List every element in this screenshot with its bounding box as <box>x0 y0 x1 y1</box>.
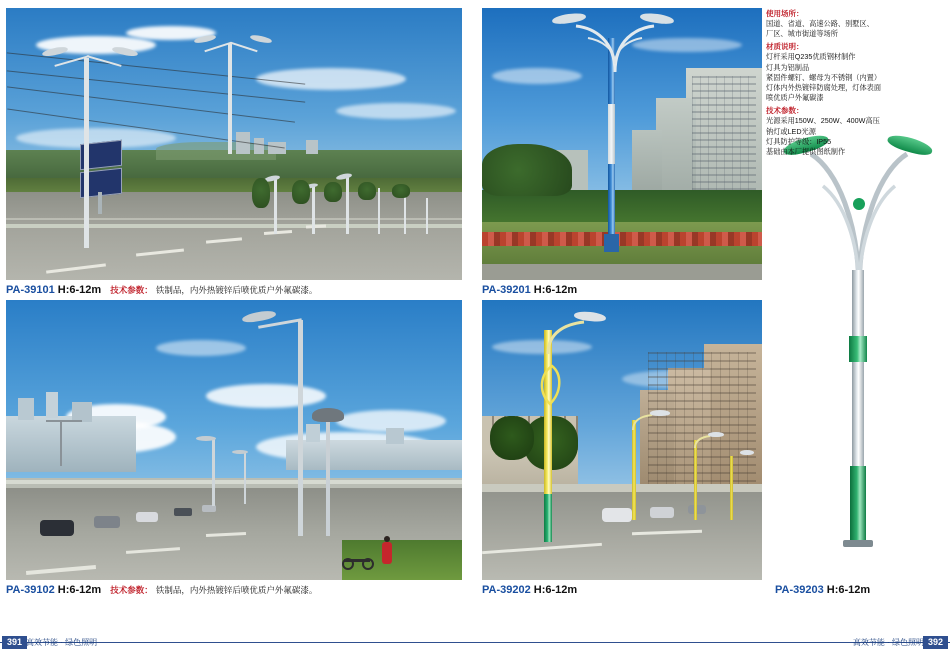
tech-text: 铁制品，内外热镀锌后喷优质户外氟碳漆。 <box>155 585 318 595</box>
lamp-pole <box>274 178 277 234</box>
product-size: H:6-12m <box>533 284 578 296</box>
pole-base-green <box>850 466 866 542</box>
photo-pa-39202 <box>482 300 762 580</box>
spec-material-line: 喷优质户外氟碳漆 <box>766 93 824 103</box>
cloud <box>156 340 246 356</box>
spec-tech-line: 钠灯或LED光源 <box>766 126 816 136</box>
page-footer <box>0 629 950 651</box>
crane <box>60 420 62 466</box>
pole-collar <box>849 336 867 362</box>
tech-label: 技术参数： <box>110 285 153 295</box>
lamp-head <box>232 450 248 454</box>
spec-tech-heading: 技术参数： <box>766 106 804 116</box>
product-size: H:6-12m <box>57 584 102 596</box>
product-code: PA-39202 <box>482 584 531 596</box>
car <box>602 508 632 522</box>
photo-pa-39201 <box>482 8 762 280</box>
page-number-right: 392 <box>923 636 948 649</box>
lamp-pole <box>346 176 349 234</box>
spec-material-line: 紧固件螺钉、螺母为不锈钢（内置） <box>766 72 882 82</box>
pavement <box>482 264 762 280</box>
flower-bed <box>482 232 762 246</box>
caption-pa-39202 <box>482 584 577 596</box>
lamp-pole <box>404 194 406 234</box>
building <box>306 424 320 442</box>
lamp-pole <box>632 420 636 520</box>
lamp-head <box>708 432 724 437</box>
lamp-pole <box>852 270 864 466</box>
product-code: PA-39201 <box>482 284 531 296</box>
spec-use-line: 厂区、城市街道等场所 <box>766 29 838 39</box>
product-size: H:6-12m <box>533 584 578 596</box>
building-windows <box>692 76 756 208</box>
city-skyline <box>6 416 136 472</box>
spec-use-line: 国道、省道、高速公路、别墅区、 <box>766 19 874 28</box>
lamp-pole <box>298 320 303 536</box>
product-size: H:6-12m <box>57 284 102 296</box>
tree-cluster <box>482 144 572 196</box>
car <box>650 507 674 518</box>
lamp-head <box>740 450 754 455</box>
building <box>386 428 404 444</box>
lane-marking <box>6 218 462 220</box>
pole-base-green <box>544 494 552 542</box>
lamp-arm-curve <box>522 316 602 356</box>
pedestrian <box>382 542 392 564</box>
page-number-left: 391 <box>2 636 27 649</box>
guardrail <box>6 480 462 484</box>
palm-tree <box>490 416 534 460</box>
crane-jib <box>46 420 82 422</box>
building <box>306 140 318 154</box>
cloud <box>256 68 406 90</box>
photo-pa-39101 <box>6 8 462 280</box>
garden-lamp-head <box>312 408 344 422</box>
curb <box>482 484 762 492</box>
page-gutter <box>473 0 477 630</box>
bicycle-wheel <box>342 558 354 570</box>
lamp-pole <box>228 44 232 154</box>
building <box>46 392 58 418</box>
lamp-arm-curves <box>560 14 670 74</box>
cloud <box>206 384 326 408</box>
spec-material-line: 灯体内外热镀锌防腐处理，灯体表面 <box>766 83 882 93</box>
product-code: PA-39203 <box>775 584 824 596</box>
footer-text-left: 高效节能 · 绿色照明 <box>26 638 98 647</box>
building <box>72 402 92 422</box>
car <box>94 516 120 528</box>
photo-pa-39102 <box>6 300 462 580</box>
roadside-tree <box>392 184 410 198</box>
specification-block <box>766 8 946 157</box>
lamp-pole <box>694 440 697 520</box>
car <box>202 505 216 512</box>
roadway <box>482 484 762 580</box>
car <box>40 520 74 536</box>
car <box>174 508 192 516</box>
lamp-pole <box>84 58 89 248</box>
car <box>136 512 158 522</box>
caption-pa-39201 <box>482 284 577 296</box>
lamp-head <box>650 410 670 416</box>
roadside-tree <box>358 182 376 200</box>
caption-pa-39101 <box>6 284 317 296</box>
garden-lamp-pole <box>326 418 330 536</box>
building-windows <box>648 352 756 484</box>
leaf-ornament <box>534 362 568 406</box>
spec-use-heading: 使用场所： <box>766 9 804 18</box>
billboard-post <box>98 192 102 214</box>
caption-pa-39203 <box>775 584 870 596</box>
cloud <box>336 103 456 119</box>
base-plate <box>843 540 873 547</box>
spec-material-line: 灯具为铝制品 <box>766 62 810 72</box>
car <box>688 505 706 514</box>
city-skyline <box>286 440 462 470</box>
roadside-tree <box>324 182 342 202</box>
building <box>18 398 34 420</box>
roadside-tree <box>252 178 270 208</box>
lamp-pole <box>378 188 380 234</box>
lamp-pole <box>730 456 733 520</box>
spec-tech-line: 灯具防护等级：IP55 <box>766 136 832 146</box>
bicycle-wheel <box>362 558 374 570</box>
tech-label: 技术参数： <box>110 585 153 595</box>
building <box>254 138 264 154</box>
tech-text: 铁制品，内外热镀锌后喷优质户外氟碳漆。 <box>155 285 318 295</box>
photo-pa-39203 <box>775 120 943 580</box>
spec-tech-line: 光源采用150W、250W、400W高压 <box>766 116 880 126</box>
product-size: H:6-12m <box>826 584 871 596</box>
spec-tech-line: 基础由本厂提供图纸制作 <box>766 147 846 157</box>
pedestrian-head <box>384 536 390 542</box>
lamp-pole <box>244 452 246 504</box>
footer-text-right: 高效节能 · 绿色照明 <box>852 638 924 647</box>
curb <box>6 224 462 228</box>
product-code: PA-39101 <box>6 284 55 296</box>
pole-upper-section <box>608 104 615 164</box>
lamp-pole <box>212 438 215 506</box>
lamp-pole <box>312 186 315 234</box>
roadside-tree <box>292 180 310 204</box>
product-code: PA-39102 <box>6 584 55 596</box>
spec-material-heading: 材质说明： <box>766 42 804 52</box>
caption-pa-39102 <box>6 584 317 596</box>
spec-material-line: 灯杆采用Q235优质钢材制作 <box>766 52 856 62</box>
lamp-head <box>196 436 216 441</box>
lamp-pole <box>426 198 428 234</box>
footer-rule <box>0 642 950 643</box>
pole-base <box>604 234 619 252</box>
